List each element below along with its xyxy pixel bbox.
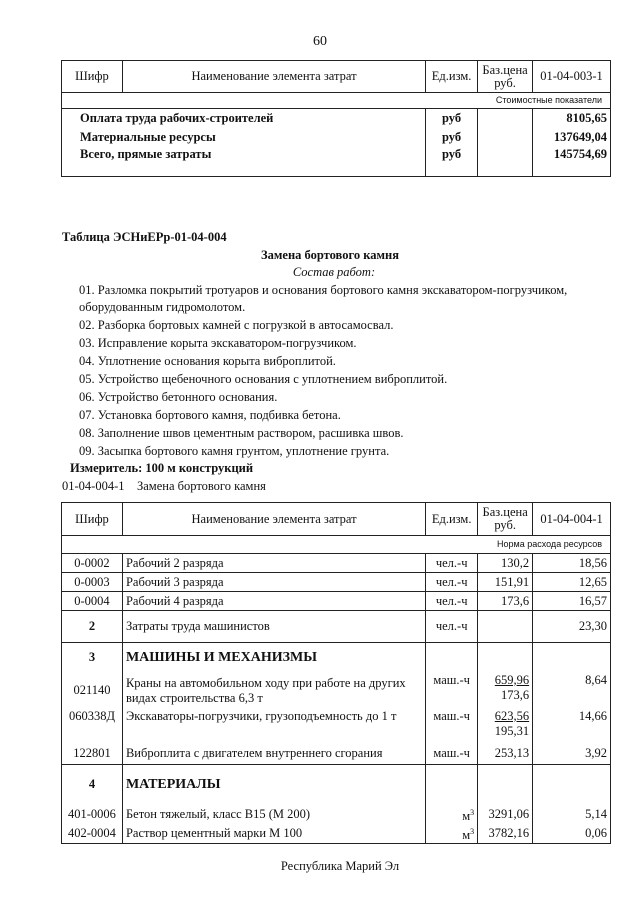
col-price-header: Баз.цена руб. (478, 503, 533, 536)
work-item: 02. Разборка бортовых камней с погрузкой в автосамосвал. (79, 318, 394, 332)
row-unit: руб (426, 147, 478, 177)
col-item-header: 01-04-004-1 (533, 503, 611, 536)
table-row-value: 5,14 (533, 805, 611, 824)
col-item-header: 01-04-003-1 (533, 61, 611, 93)
col-code-header: Шифр (62, 61, 123, 93)
table-row-name: Экскаваторы-погрузчики, грузоподъемность до 1 т (122, 709, 425, 743)
table-row-unit: $м^3$ (426, 824, 478, 844)
table-row-unit: чел.-ч (426, 592, 478, 611)
page-number: 60 (313, 34, 327, 49)
work-item: 03. Исправление корыта экскаватором-погрузчиком. (79, 336, 357, 350)
table-row-unit: чел.-ч (426, 573, 478, 592)
table-row-name: Бетон тяжелый, класс B15 (М 200) (122, 805, 425, 824)
section-code: 3 (62, 643, 123, 673)
cost-table (61, 60, 611, 177)
table-row-name: Рабочий 3 разряда (122, 573, 425, 592)
row-unit: руб (426, 129, 478, 147)
work-item: оборудованным гидромолотом. (79, 300, 246, 314)
work-item: 09. Засыпка бортового камня грунтом, уплотнение грунта. (79, 444, 390, 458)
table-row-value: 12,65 (533, 573, 611, 592)
table-row-price: 659,96 173,6 (478, 673, 533, 709)
table-row-code: 2 (62, 611, 123, 643)
table-row-price: 173,6 (478, 592, 533, 611)
work-item: 07. Установка бортового камня, подбивка бетона. (79, 408, 341, 422)
work-item: 06. Устройство бетонного основания. (79, 390, 278, 404)
table-row-price: 3291,06 (478, 805, 533, 824)
col-price-header: Баз.цена руб. (478, 61, 533, 93)
work-item: 01. Разломка покрытий тротуаров и основания бортового камня экскаватором-погрузчиком, (79, 283, 568, 297)
table-row-code: 122801 (62, 743, 123, 765)
subheader: Стоимостные показатели (62, 93, 611, 109)
page-footer: Республика Марий Эл (280, 859, 400, 873)
work-item: 08. Заполнение швов цементным раствором, расшивка швов. (79, 426, 404, 440)
col-name-header: Наименование элемента затрат (122, 503, 425, 536)
table-row-name: Краны на автомобильном ходу при работе на других видах строительства 6,3 т (122, 673, 425, 709)
table-id: Таблица ЭСНиЕРр-01-04-004 (62, 230, 227, 244)
table-row-value: 3,92 (533, 743, 611, 765)
section-name: МАТЕРИАЛЫ (122, 765, 425, 805)
table-row-price: 623,56 195,31 (478, 709, 533, 743)
row-name: Оплата труда рабочих-строителей (62, 109, 426, 129)
table-row-value: 18,56 (533, 554, 611, 573)
row-name: Материальные ресурсы (62, 129, 426, 147)
table-row-value: 0,06 (533, 824, 611, 844)
row-value: 145754,69 (533, 147, 611, 177)
col-code-header: Шифр (62, 503, 123, 536)
section-subtitle: Состав работ: (292, 265, 376, 279)
table-row-code: 0-0003 (62, 573, 123, 592)
row-value: 137649,04 (533, 129, 611, 147)
table-row-value: 23,30 (533, 611, 611, 643)
table-row-price: 253,13 (478, 743, 533, 765)
table-row-value: 14,66 (533, 709, 611, 743)
table-row-value: 8,64 (533, 673, 611, 709)
table-row-code: 0-0004 (62, 592, 123, 611)
table-row-unit: маш.-ч (426, 743, 478, 765)
table-row-name: Затраты труда машинистов (122, 611, 425, 643)
table-row-unit: $м^3$ (426, 805, 478, 824)
table-row-name: Виброплита с двигателем внутреннего сгорания (122, 743, 425, 765)
table-row-name: Раствор цементный марки М 100 (122, 824, 425, 844)
row-name: Всего, прямые затраты (62, 147, 426, 177)
table-row-code: 401-0006 (62, 805, 123, 824)
measure-unit: Измеритель: 100 м конструкций (70, 461, 254, 475)
table-row-code: 060338Д (62, 709, 123, 743)
table-row-code: 021140 (62, 673, 123, 709)
row-value: 8105,65 (533, 109, 611, 129)
table-row-price: 151,91 (478, 573, 533, 592)
work-item: 04. Уплотнение основания корыта виброплитой. (79, 354, 336, 368)
table-row-price: 3782,16 (478, 824, 533, 844)
col-unit-header: Ед.изм. (426, 503, 478, 536)
section-code: 4 (62, 765, 123, 805)
table-row-price: 130,2 (478, 554, 533, 573)
col-unit-header: Ед.изм. (426, 61, 478, 93)
section-title: Замена бортового камня (261, 248, 399, 262)
item-title: 01-04-004-1 Замена бортового камня (62, 479, 266, 493)
col-name-header: Наименование элемента затрат (122, 61, 425, 93)
section-name: МАШИНЫ И МЕХАНИЗМЫ (122, 643, 425, 673)
table-row-unit: маш.-ч (426, 709, 478, 743)
table-row-name: Рабочий 4 разряда (122, 592, 425, 611)
table-row-code: 0-0002 (62, 554, 123, 573)
table-row-name: Рабочий 2 разряда (122, 554, 425, 573)
subheader: Норма расхода ресурсов (62, 536, 611, 554)
table-row-unit: маш.-ч (426, 673, 478, 709)
work-item: 05. Устройство щебеночного основания с уплотнением виброплитой. (79, 372, 448, 386)
table-row-unit: чел.-ч (426, 554, 478, 573)
table-row-unit: чел.-ч (426, 611, 478, 643)
resource-table (61, 502, 611, 844)
table-row-value: 16,57 (533, 592, 611, 611)
row-unit: руб (426, 109, 478, 129)
table-row-code: 402-0004 (62, 824, 123, 844)
